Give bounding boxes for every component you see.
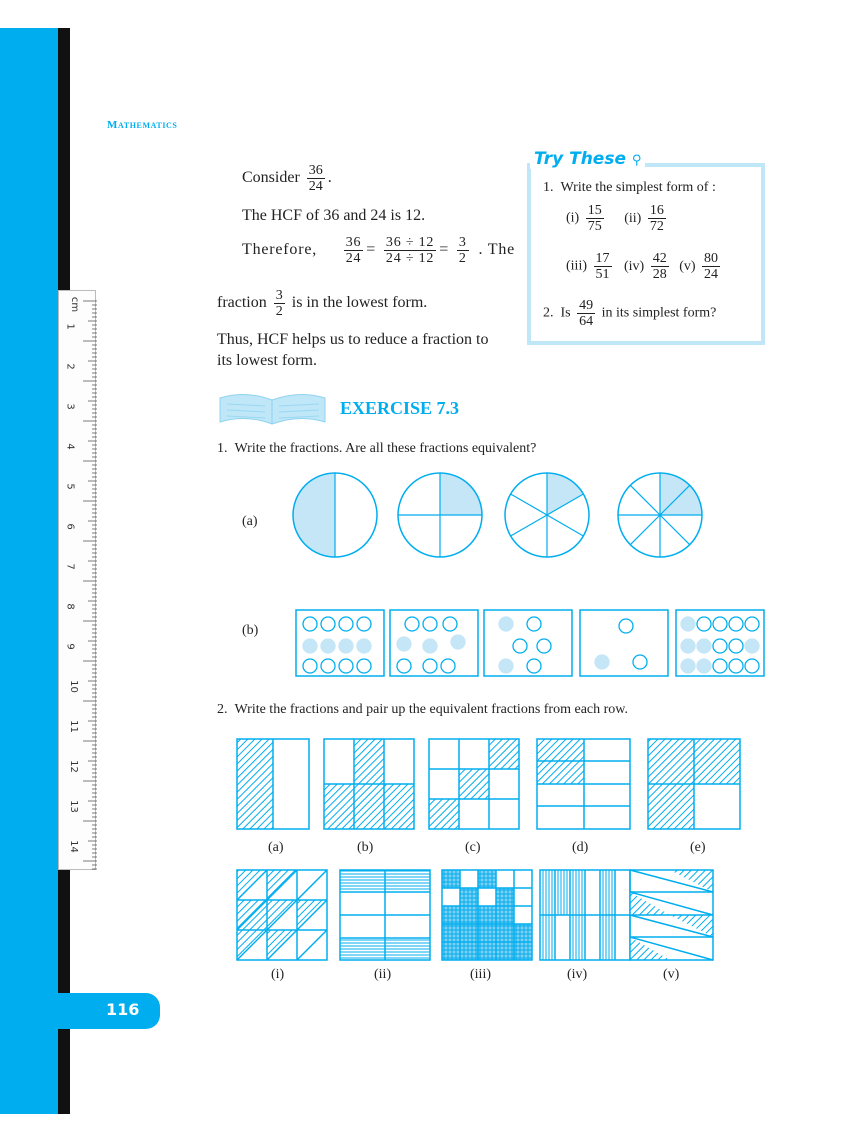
part-b-label: (b)	[242, 623, 259, 638]
ruler-number: 9	[64, 643, 76, 650]
dot-box-fractions	[294, 608, 770, 678]
square-d	[537, 739, 630, 829]
ruler-number: 3	[64, 403, 76, 410]
ruler-number: 4	[64, 443, 76, 450]
book-icon	[215, 390, 330, 428]
dot-box-2	[390, 610, 478, 676]
consider-line: Consider $\frac{36}{24}$ .	[242, 163, 332, 194]
circle-fractions	[285, 468, 715, 568]
ruler-number: 1	[64, 323, 76, 330]
ruler-ticks	[59, 291, 97, 871]
ruler-number: 11	[67, 720, 79, 733]
hcf-line: The HCF of 36 and 24 is 12.	[242, 207, 426, 224]
circle-4	[618, 473, 702, 557]
circle-3	[505, 473, 589, 557]
dot-box-3	[484, 610, 572, 676]
try-q1: 1. Write the simplest form of :	[543, 180, 716, 195]
therefore-line: Therefore, $\frac{36}{24}$ = $\frac{36 \div 12}{24 \div 12}$ = $\frac{3}{2}$ . The	[242, 235, 516, 266]
row2-label-i: (i)	[271, 967, 285, 982]
ruler-number: 2	[64, 363, 76, 370]
square-a	[237, 739, 309, 829]
consider-word: Consider	[242, 169, 300, 187]
row2-label-iv: (iv)	[567, 967, 588, 982]
square-b	[324, 739, 414, 829]
part-a-label: (a)	[242, 514, 258, 529]
row1-label-a: (a)	[268, 840, 284, 855]
try-items-row1: (i) $\frac{15}{75}$ (ii) $\frac{16}{72}$	[566, 203, 664, 234]
exercise-q1: 1. Write the fractions. Are all these fractions equivalent?	[217, 441, 537, 456]
dot-box-1	[296, 610, 384, 676]
row1-label-c: (c)	[465, 840, 481, 855]
row1-label-e: (e)	[690, 840, 706, 855]
dot-box-5	[676, 610, 764, 676]
row1-label-b: (b)	[357, 840, 374, 855]
exercise-q2: 2. Write the fractions and pair up the equivalent fractions from each row.	[217, 702, 628, 717]
magnifier-icon: ⚲	[631, 153, 642, 168]
try-items-row2: (iii) $\frac{17}{51}$ (iv) $\frac{42}{28}$ (v) $\frac{80}{24}$	[566, 251, 719, 282]
ruler-unit: cm	[69, 296, 81, 313]
row2-squares	[230, 864, 750, 964]
row2-label-v: (v)	[663, 967, 680, 982]
fraction-36-24: $\frac{36}{24}$	[308, 163, 323, 194]
thus-line-2: its lowest form.	[217, 352, 317, 369]
ruler-number: 7	[64, 563, 76, 570]
square-v	[630, 870, 713, 960]
try-q2: 2. Is $\frac{49}{64}$ in its simplest form?	[543, 298, 717, 329]
circle-2	[398, 473, 482, 557]
square-iv	[540, 870, 630, 960]
fraction-3-2: $\frac{3}{2}$	[275, 288, 283, 319]
ruler-number: 14	[67, 840, 79, 853]
dot-box-4	[580, 610, 668, 676]
fraction-line: fraction $\frac{3}{2}$ is in the lowest form.	[217, 288, 428, 319]
ruler-number: 6	[64, 523, 76, 530]
page-number: 116	[106, 1000, 140, 1019]
row2-label-iii: (iii)	[470, 967, 491, 982]
try-these-title: Try These ⚲	[530, 149, 645, 169]
square-iii	[442, 870, 532, 960]
ruler-number: 8	[64, 603, 76, 610]
ruler-number: 12	[67, 760, 79, 773]
running-header: Mathematics	[107, 119, 178, 131]
square-c	[429, 739, 519, 829]
row1-squares	[230, 735, 750, 835]
circle-1	[293, 473, 377, 557]
ruler	[58, 290, 96, 870]
square-ii	[340, 870, 430, 960]
square-i	[237, 870, 327, 960]
thus-line-1: Thus, HCF helps us to reduce a fraction to	[217, 331, 489, 348]
row2-label-ii: (ii)	[374, 967, 392, 982]
ruler-number: 10	[67, 680, 79, 693]
square-e	[648, 739, 740, 829]
left-margin-band	[0, 28, 58, 1114]
ruler-number: 13	[67, 800, 79, 813]
ruler-number: 5	[64, 483, 76, 490]
row1-label-d: (d)	[572, 840, 589, 855]
exercise-title: EXERCISE 7.3	[340, 398, 460, 418]
